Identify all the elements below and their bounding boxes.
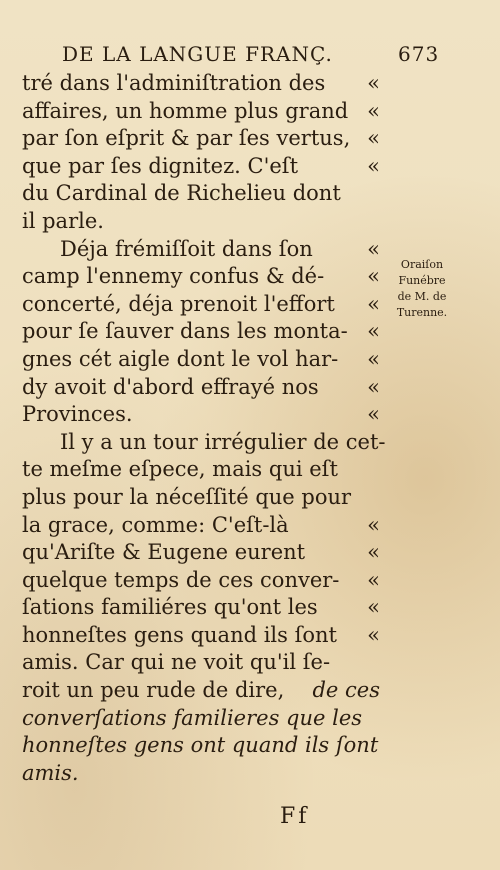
text-line: quelque temps de ces conver- «	[22, 567, 380, 592]
text-line: dy avoit d'abord effrayé nos «	[22, 374, 380, 399]
text-line: pour ſe ſauver dans les monta- «	[22, 319, 380, 344]
text-line: camp l'ennemy confus & dé- «	[22, 264, 380, 289]
text-line: gnes cét aigle dont le vol har- «	[22, 346, 380, 371]
text-line: Il y a un tour irrégulier de cet-	[60, 429, 386, 454]
text-line: amis.	[22, 760, 79, 785]
page-number: 673	[398, 42, 440, 66]
text-line: ſations familiéres qu'ont les «	[22, 595, 380, 620]
text-line: plus pour la néceſſité que pour	[22, 484, 352, 509]
text-line: Provinces. «	[22, 402, 380, 427]
text-line: tré dans l'adminiſtration des «	[22, 71, 380, 95]
text-line: te meſme eſpece, mais qui eſt	[22, 457, 338, 482]
marginal-note: Oraiſon Funébre de M. de Turenne.	[396, 258, 448, 319]
text-line: la grace, comme: C'eſt-là «	[22, 512, 380, 537]
body-text	[22, 70, 386, 787]
text-line: honneſtes gens ont quand ils ſont	[22, 733, 379, 758]
text-line: que par ſes dignitez. C'eſt «	[22, 153, 380, 178]
text-line: concerté, déja prenoit l'effort «	[22, 291, 380, 316]
text-line: roit un peu rude de dire, de ces	[22, 678, 380, 703]
text-line: converſations familieres que les	[22, 705, 363, 730]
text-line: honneſtes gens quand ils ſont «	[22, 622, 380, 647]
text-line: affaires, un homme plus grand «	[22, 98, 380, 123]
text-line: il parle.	[22, 208, 104, 233]
text-line: du Cardinal de Richelieu dont	[22, 181, 341, 206]
text-line: par ſon eſprit & par ſes vertus, «	[22, 126, 380, 151]
signature-mark: Ff	[280, 804, 310, 829]
running-header	[62, 42, 440, 66]
text-line: amis. Car qui ne voit qu'il ſe-	[22, 650, 331, 675]
running-title: DE LA LANGUE FRANÇ.	[62, 42, 333, 66]
text-line: Déja frémiſſoit dans ſon «	[60, 236, 380, 261]
text-line: qu'Ariſte & Eugene eurent «	[22, 540, 380, 565]
